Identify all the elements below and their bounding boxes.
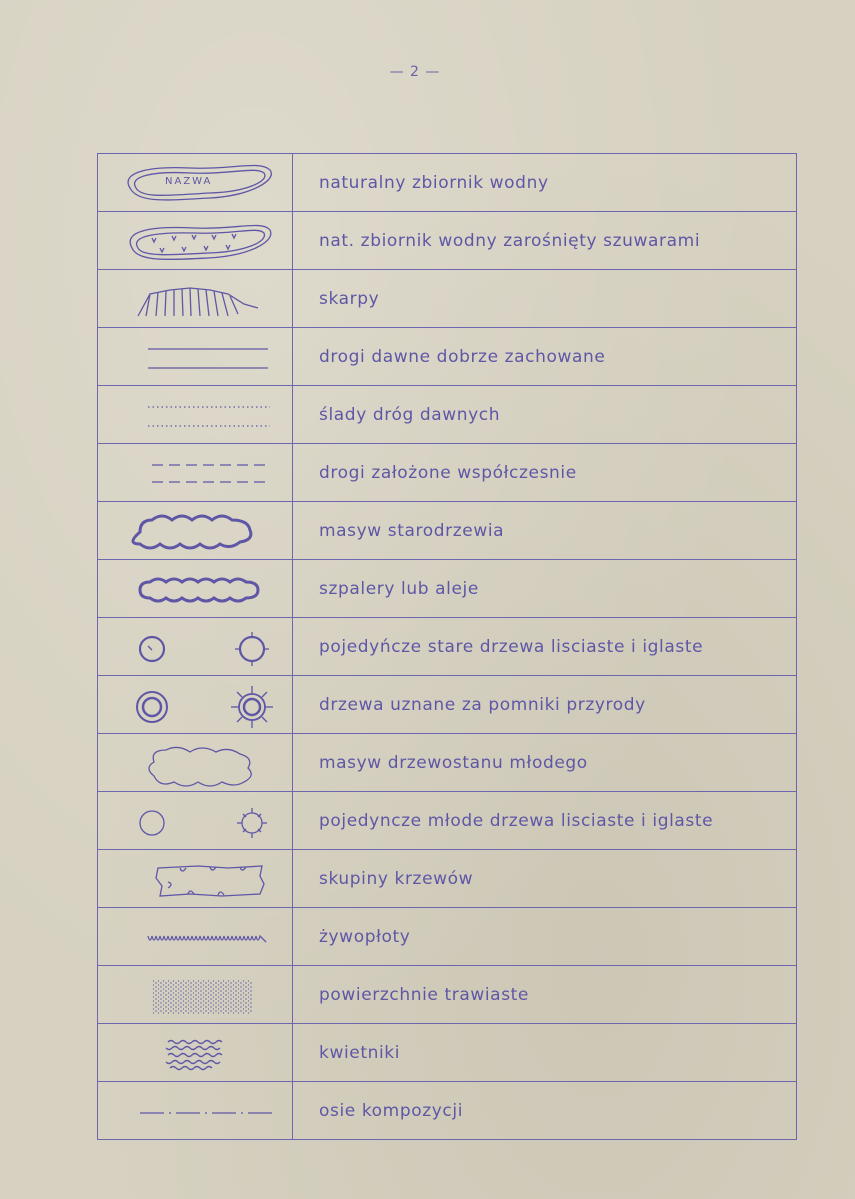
legend-symbol-cell xyxy=(98,792,293,850)
old-road-icon xyxy=(110,332,280,382)
legend-symbol-cell xyxy=(98,560,293,618)
young-stand-mass-icon xyxy=(110,738,280,788)
legend-symbol-cell xyxy=(98,1024,293,1082)
legend-label: pojedyncze młode drzewa lisciaste i iglaste xyxy=(293,792,797,850)
legend-row xyxy=(98,560,797,618)
legend-row xyxy=(98,908,797,966)
legend-symbol-cell xyxy=(98,270,293,328)
composition-axis-icon xyxy=(110,1086,280,1136)
legend-row xyxy=(98,270,797,328)
flower-bed-icon xyxy=(110,1028,280,1078)
legend-symbol-cell xyxy=(98,154,293,212)
legend-row xyxy=(98,734,797,792)
legend-row xyxy=(98,386,797,444)
legend-label: kwietniki xyxy=(293,1024,797,1082)
legend-symbol-cell xyxy=(98,676,293,734)
legend-symbol-cell xyxy=(98,444,293,502)
legend-label: skupiny krzewów xyxy=(293,850,797,908)
legend-row xyxy=(98,212,797,270)
legend-symbol-cell xyxy=(98,734,293,792)
legend-label: drogi założone współczesnie xyxy=(293,444,797,502)
legend-label: naturalny zbiornik wodny xyxy=(293,154,797,212)
legend-row xyxy=(98,966,797,1024)
legend-label: drzewa uznane za pomniki przyrody xyxy=(293,676,797,734)
legend-label: powierzchnie trawiaste xyxy=(293,966,797,1024)
legend-row xyxy=(98,792,797,850)
legend-row xyxy=(98,618,797,676)
natural-water-reservoir-icon xyxy=(110,158,280,208)
reed-overgrown-reservoir-icon xyxy=(110,216,280,266)
single-old-trees-icon xyxy=(110,622,280,672)
legend-symbol-cell xyxy=(98,502,293,560)
legend-symbol-cell xyxy=(98,618,293,676)
old-road-traces-icon xyxy=(110,390,280,440)
legend-row xyxy=(98,850,797,908)
legend-symbol-cell xyxy=(98,850,293,908)
legend-label: osie kompozycji xyxy=(293,1082,797,1140)
legend-symbol-cell xyxy=(98,386,293,444)
legend-symbol-cell xyxy=(98,212,293,270)
legend-label: drogi dawne dobrze zachowane xyxy=(293,328,797,386)
legend-row xyxy=(98,1024,797,1082)
legend-label: skarpy xyxy=(293,270,797,328)
legend-label: pojedyńcze stare drzewa lisciaste i iglaste xyxy=(293,618,797,676)
reservoir-name-text: NAZWA xyxy=(165,175,213,187)
old-tree-mass-icon xyxy=(110,506,280,556)
legend-row xyxy=(98,154,797,212)
legend-symbol-cell xyxy=(98,1082,293,1140)
legend-table xyxy=(97,153,797,1140)
escarpment-icon xyxy=(110,274,280,324)
legend-label: masyw starodrzewia xyxy=(293,502,797,560)
legend-label: nat. zbiornik wodny zarośnięty szuwarami xyxy=(293,212,797,270)
legend-row xyxy=(98,328,797,386)
legend-row xyxy=(98,676,797,734)
legend-label: masyw drzewostanu młodego xyxy=(293,734,797,792)
legend-symbol-cell xyxy=(98,908,293,966)
legend-row xyxy=(98,444,797,502)
hedge-icon xyxy=(110,912,280,962)
legend-row xyxy=(98,502,797,560)
natural-monument-trees-icon xyxy=(110,680,280,730)
legend-row xyxy=(98,1082,797,1140)
modern-road-icon xyxy=(110,448,280,498)
single-young-trees-icon xyxy=(110,796,280,846)
legend-label: szpalery lub aleje xyxy=(293,560,797,618)
legend-label: żywopłoty xyxy=(293,908,797,966)
legend-symbol-cell xyxy=(98,966,293,1024)
legend-symbol-cell xyxy=(98,328,293,386)
page-number: — 2 — xyxy=(389,64,441,80)
shrub-groups-icon xyxy=(110,854,280,904)
legend-label: ślady dróg dawnych xyxy=(293,386,797,444)
grass-surface-icon xyxy=(110,970,280,1020)
tree-alley-icon xyxy=(110,564,280,614)
